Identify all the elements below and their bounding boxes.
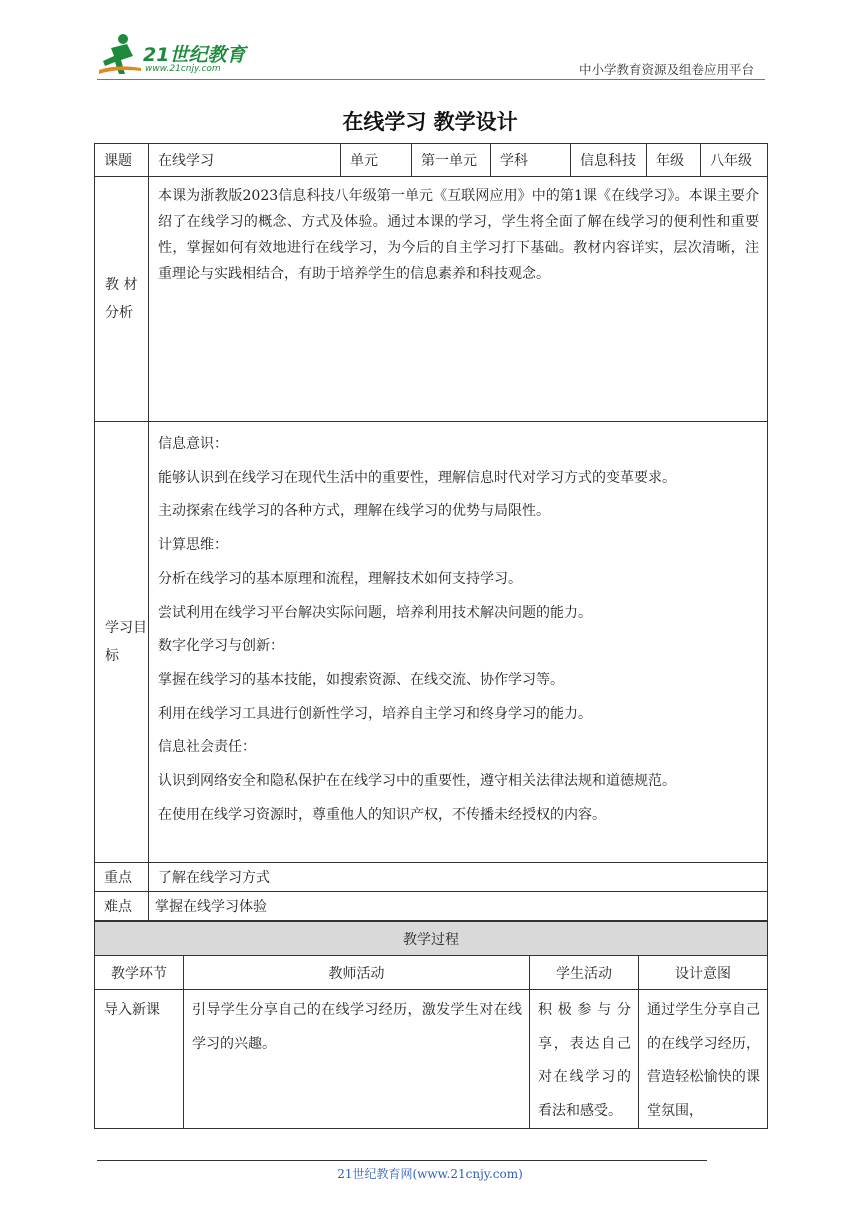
subject-value: 信息科技	[571, 144, 647, 177]
page-title: 在线学习 教学设计	[342, 110, 518, 134]
teacher-activity-cell: 引导学生分享自己的在线学习经历，激发学生对在线学习的兴趣。	[184, 990, 530, 1129]
difficulty-label: 难点	[95, 892, 149, 921]
objective-line: 计算思维：	[158, 537, 228, 554]
logo-url: www.21cnjy.com	[145, 64, 221, 74]
column-header: 教师活动	[184, 956, 530, 990]
lesson-info-table	[94, 143, 768, 921]
unit-value: 第一单元	[412, 144, 491, 177]
unit-label: 单元	[341, 144, 412, 177]
objectives-label: 学习目标	[95, 422, 149, 863]
footer-text: 21世纪教育网(www.21cnjy.com)	[337, 1167, 523, 1181]
section-title: 教学过程	[95, 922, 768, 956]
student-activity-cell: 积极参与分享，表达自己对在线学习的看法和感受。	[530, 990, 639, 1129]
key-point-label: 重点	[95, 863, 149, 892]
analysis-label: 教 材分析	[95, 177, 149, 422]
analysis-text: 本课为浙教版2023信息科技八年级第一单元《互联网应用》中的第1课《在线学习》。本课主要介绍了在线学习的概念、方式及体验。通过本课的学习，学生将全面了解在线学习的便利性和重要性，掌握如何有效地进行在线学习，为今后的自主学习打下基础。教材内容详实，层次清晰，注重理论与实践相结合，有助于培养学生的信息素养和科技观念。	[149, 177, 768, 422]
objective-line: 掌握在线学习的基本技能，如搜索资源、在线交流、协作学习等。	[158, 671, 564, 688]
teaching-process-table	[94, 921, 768, 1129]
design-intent-cell: 通过学生分享自己的在线学习经历，营造轻松愉快的课堂氛围，	[639, 990, 768, 1129]
platform-name: 中小学教育资源及组卷应用平台	[578, 62, 754, 77]
objective-line: 能够认识到在线学习在现代生活中的重要性，理解信息时代对学习方式的变革要求。	[158, 469, 676, 486]
grade-value: 八年级	[701, 144, 768, 177]
header-divider	[97, 79, 765, 80]
difficulty-value: 掌握在线学习体验	[149, 892, 768, 921]
objective-line: 在使用在线学习资源时，尊重他人的知识产权，不传播未经授权的内容。	[158, 806, 606, 823]
key-point-value: 了解在线学习方式	[149, 863, 768, 892]
course-label: 课题	[95, 144, 149, 177]
logo-text: 21世纪教育	[143, 44, 246, 66]
objective-line: 数字化学习与创新：	[158, 638, 284, 655]
objective-line: 信息社会责任：	[158, 739, 256, 756]
stage-cell: 导入新课	[95, 990, 184, 1129]
footer-divider	[97, 1160, 707, 1161]
column-header: 学生活动	[530, 956, 639, 990]
objective-line: 认识到网络安全和隐私保护在在线学习中的重要性，遵守相关法律法规和道德规范。	[158, 773, 676, 790]
objective-line: 尝试利用在线学习平台解决实际问题，培养利用技术解决问题的能力。	[158, 604, 592, 621]
objective-line: 分析在线学习的基本原理和流程，理解技术如何支持学习。	[158, 570, 522, 587]
course-value: 在线学习	[149, 144, 341, 177]
grade-label: 年级	[647, 144, 701, 177]
objectives-list	[149, 422, 768, 863]
column-header: 教学环节	[95, 956, 184, 990]
objective-line: 利用在线学习工具进行创新性学习，培养自主学习和终身学习的能力。	[158, 705, 592, 722]
column-header: 设计意图	[639, 956, 768, 990]
table-row	[95, 990, 768, 1129]
subject-label: 学科	[491, 144, 571, 177]
objective-line: 信息意识：	[158, 436, 228, 452]
objective-line: 主动探索在线学习的各种方式，理解在线学习的优势与局限性。	[158, 503, 550, 520]
